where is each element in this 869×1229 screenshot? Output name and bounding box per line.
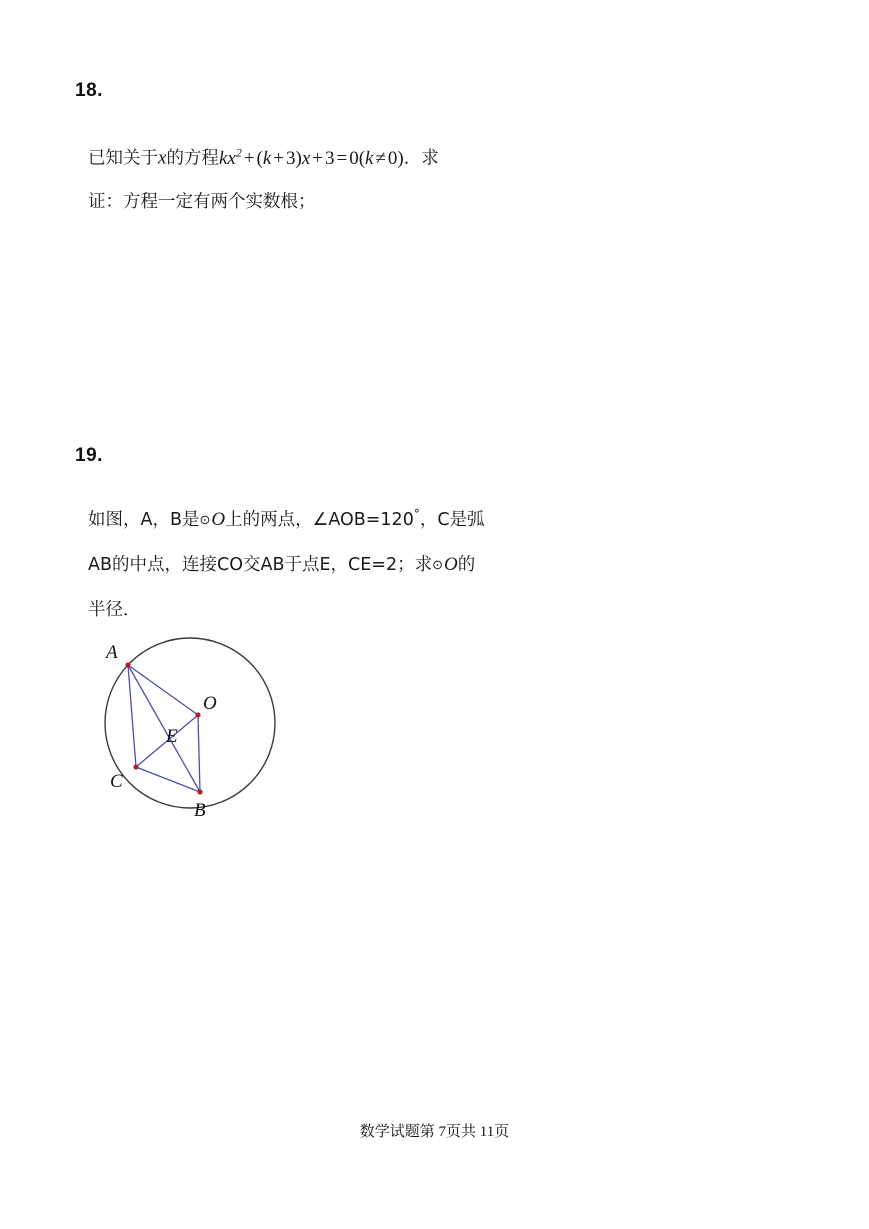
circle-o-symbol: ⊙O <box>199 508 226 530</box>
text-segment: ．求 <box>403 148 439 169</box>
circle-shape <box>105 638 275 808</box>
label-O: O <box>203 693 217 714</box>
text-segment: 证：方程一定有两个实数根； <box>88 192 316 213</box>
label-B: B <box>194 800 206 821</box>
degree-symbol: ° <box>413 507 420 521</box>
problem-18-body <box>88 130 633 224</box>
problem-19-body <box>88 492 633 632</box>
text-segment: 上的两点，∠AOB=120 <box>225 509 414 530</box>
label-C: C <box>110 771 123 792</box>
math-variable-x: x <box>158 147 167 169</box>
label-E: E <box>166 726 178 747</box>
text-segment: 半径． <box>88 599 141 620</box>
quadratic-equation: $kx^2 + (k + 3)x + 3 = 0(k \ne 0)$ <box>218 146 404 170</box>
problem-18-line-2 <box>88 180 633 224</box>
text-segment: ，C是弧 <box>419 509 485 530</box>
problem-18-line-1 <box>88 130 633 180</box>
label-A: A <box>106 642 118 663</box>
circle-geometry-figure <box>90 625 310 840</box>
problem-19-number: 19. <box>75 445 103 466</box>
figure-segments <box>128 665 200 792</box>
page-footer: 数学试题第 7页共 11页 <box>359 1124 510 1140</box>
problem-19-line-1 <box>88 492 633 543</box>
problem-18-number: 18. <box>75 80 103 101</box>
problem-19-line-2 <box>88 543 633 588</box>
text-segment: 如图，A，B是 <box>88 509 200 530</box>
text-segment: 的方程 <box>166 148 219 169</box>
circle-o-symbol: ⊙O <box>432 553 458 575</box>
text-segment: AB的中点，连接CO交AB于点E，CE=2；求 <box>88 554 433 575</box>
text-segment: 已知关于 <box>88 148 158 169</box>
text-segment: 的 <box>457 554 476 575</box>
